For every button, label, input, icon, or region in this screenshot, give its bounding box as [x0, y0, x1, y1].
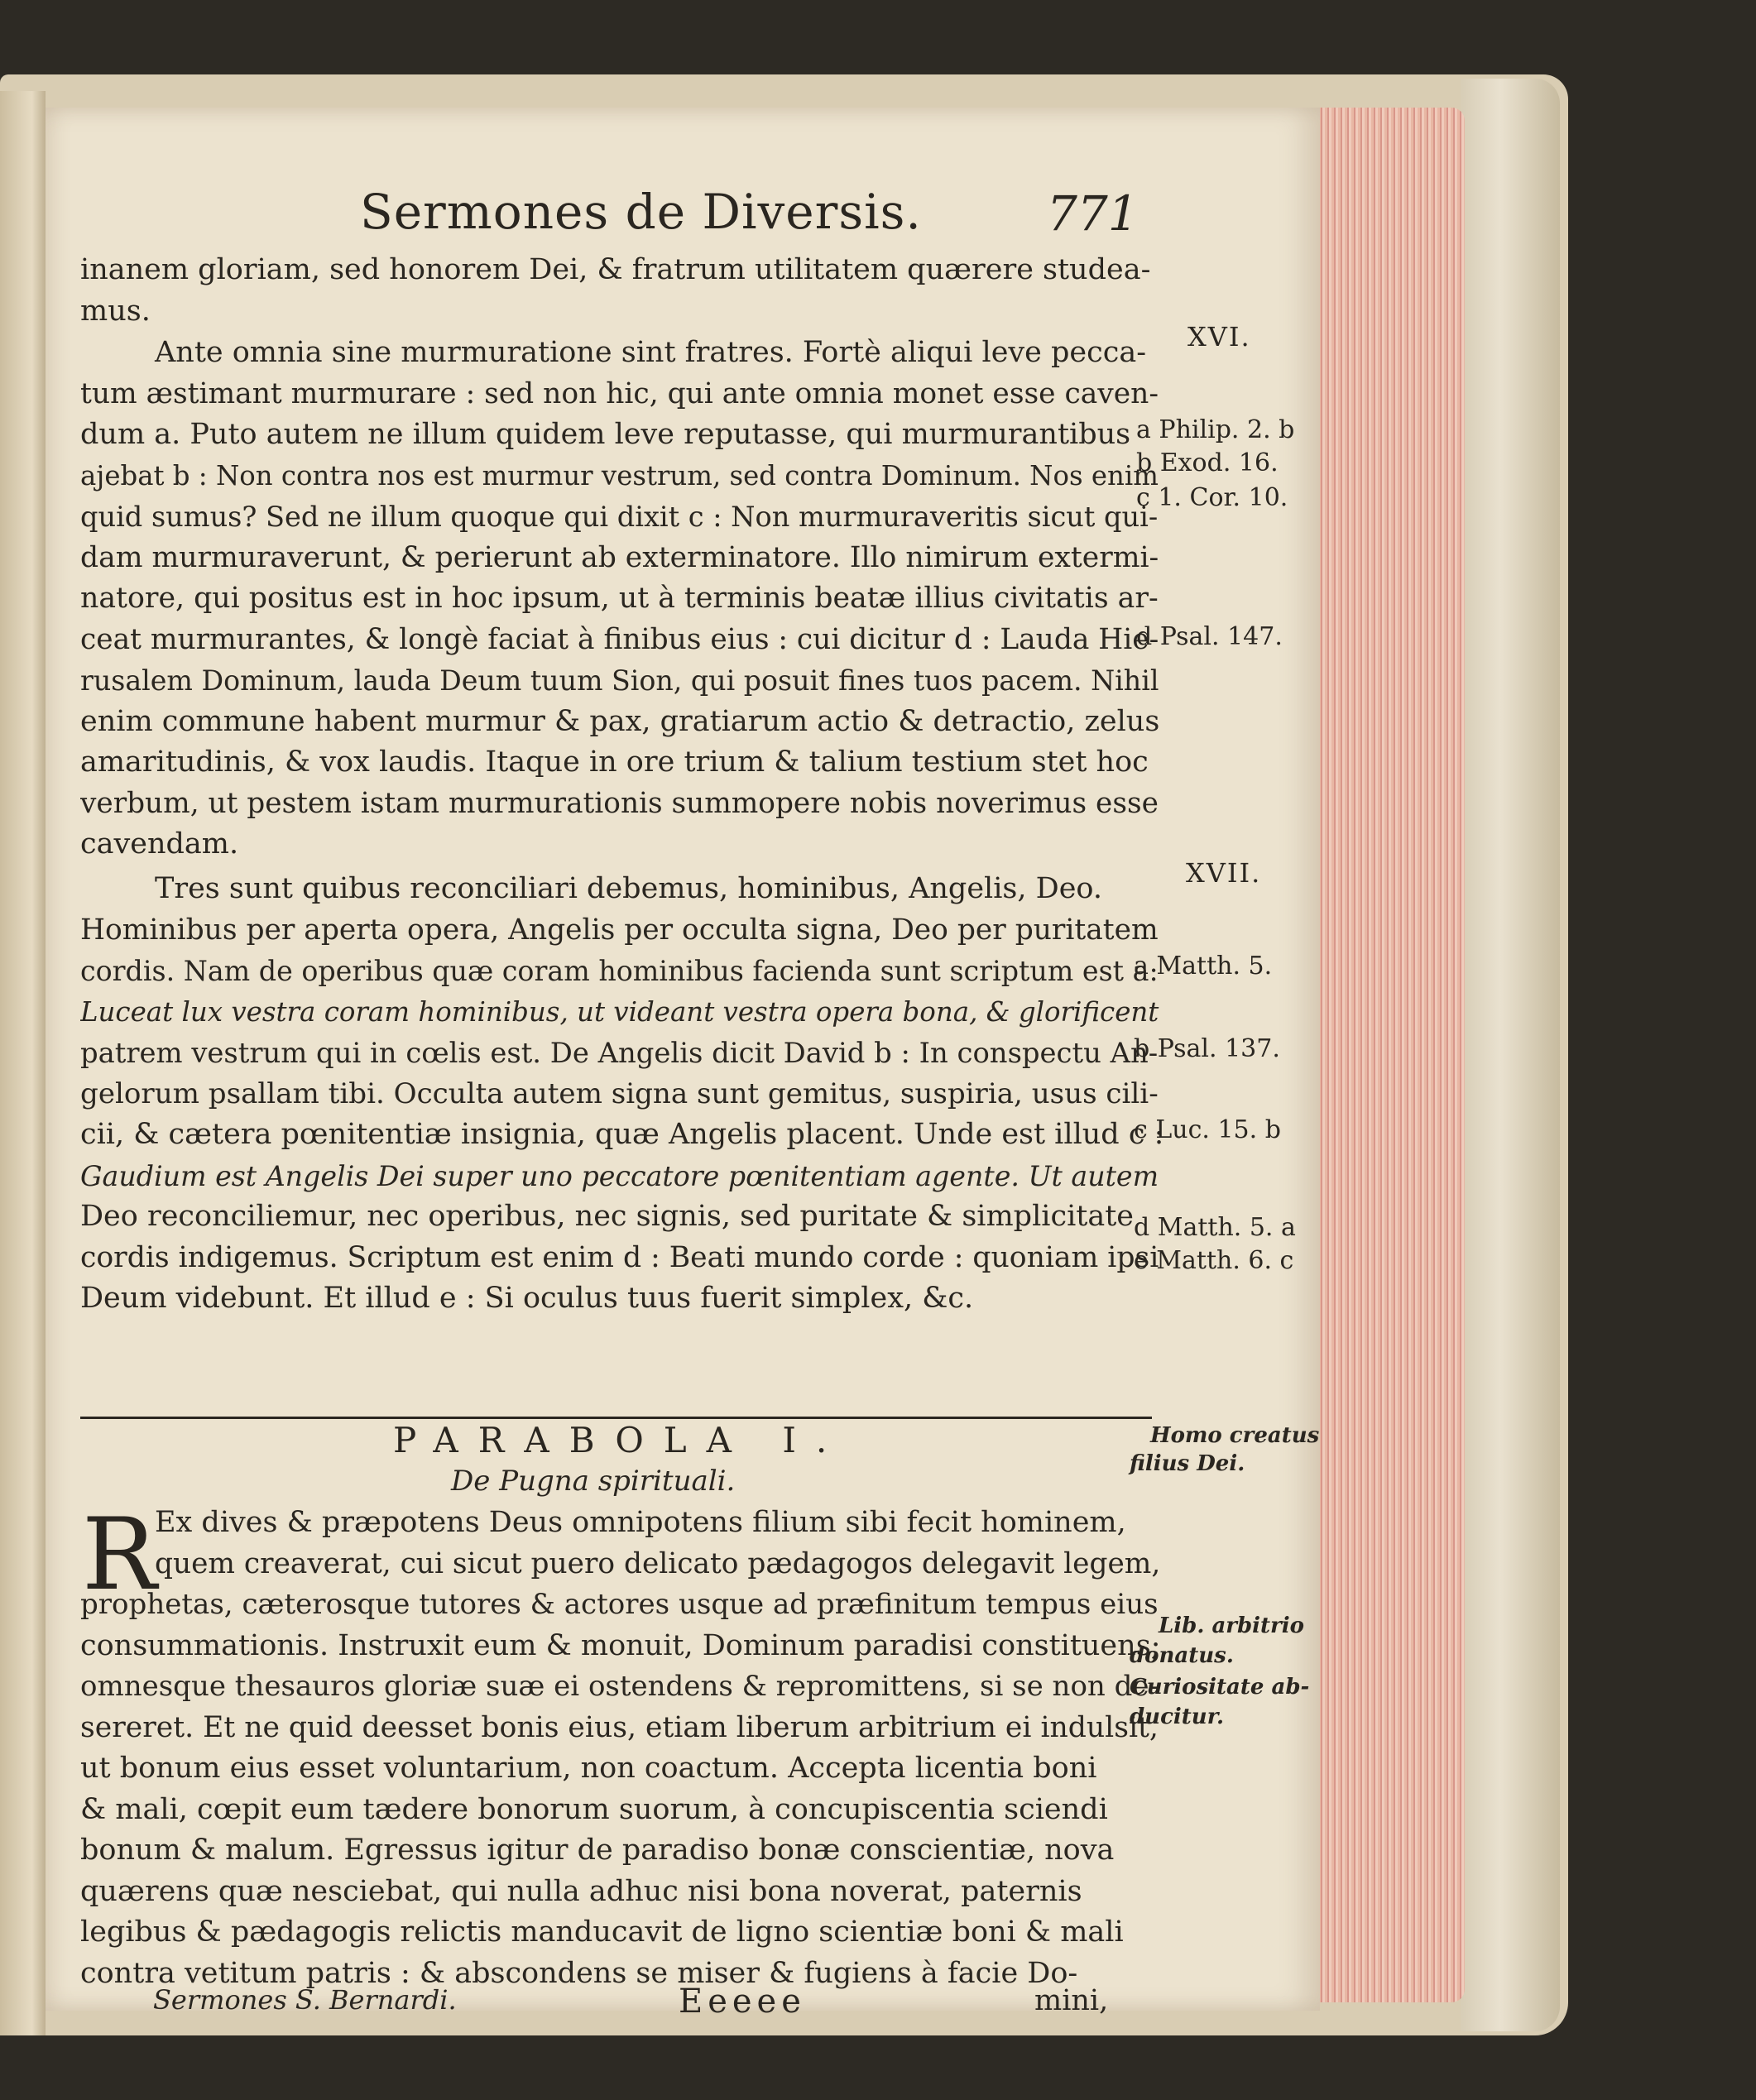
text-line: enim commune habent murmur & pax, gratiarum actio & detractio, zelus: [80, 704, 1160, 738]
section-divider: [80, 1417, 1152, 1419]
margin-gloss: donatus.: [1130, 1643, 1234, 1668]
text-line: cordis. Nam de operibus quæ coram hominibus facienda sunt scriptum est a:: [80, 955, 1159, 987]
printed-page: [46, 108, 1320, 2021]
margin-reference: a Philip. 2. b: [1136, 415, 1295, 444]
text-line: inanem gloriam, sed honorem Dei, & fratrum utilitatem quærere studea-: [80, 253, 1151, 286]
paragraph-continuation: [80, 250, 1164, 332]
text-line: Deum videbunt. Et illud e : Si oculus tuus fuerit simplex, &c.: [80, 1282, 974, 1315]
page-content: [46, 108, 1320, 2021]
drop-cap: R: [82, 1498, 157, 1613]
margin-gloss: ducitur.: [1130, 1704, 1225, 1729]
facing-page-edge: [0, 91, 46, 2035]
parabola-title: PARABOLA I.: [393, 1420, 847, 1460]
text-line: ceat murmurantes, & longè faciat à finibus eius : cui dicitur d : Lauda Hie-: [80, 622, 1159, 656]
text-line: cordis indigemus. Scriptum est enim d : Beati mundo corde : quoniam ipsi: [80, 1240, 1159, 1274]
text-line: amaritudinis, & vox laudis. Itaque in ore trium & talium testium stet hoc: [80, 746, 1149, 779]
margin-gloss: Lib. arbitrio: [1159, 1613, 1304, 1638]
text-line: contra vetitum patris : & abscondens se miser & fugiens à facie Do-: [80, 1956, 1078, 1990]
text-line: prophetas, cæterosque tutores & actores usque ad præfinitum tempus eius: [80, 1588, 1159, 1621]
text-line: dam murmuraverunt, & perierunt ab exterminatore. Illo nimirum extermi-: [80, 540, 1159, 574]
text-line: natore, qui positus est in hoc ipsum, ut à terminis beatæ illius civitatis ar-: [80, 582, 1159, 615]
margin-gloss: Homo creatus: [1150, 1423, 1320, 1448]
text-line: consummationis. Instruxit eum & monuit, Dominum paradisi constituens;: [80, 1628, 1161, 1662]
text-line: tum æstimant murmurare : sed non hic, qui ante omnia monet esse caven-: [80, 376, 1159, 410]
text-line: Ex dives & præpotens Deus omnipotens filium sibi fecit hominem,: [155, 1506, 1126, 1539]
margin-section-number: XVII.: [1186, 857, 1262, 889]
margin-reference: b Psal. 137.: [1134, 1034, 1280, 1063]
text-line: & mali, cœpit eum tædere bonorum suorum, à concupiscentia sciendi: [80, 1792, 1108, 1826]
page-number: 771: [1047, 185, 1139, 242]
text-line: Hominibus per aperta opera, Angelis per occulta signa, Deo per puritatem: [80, 913, 1159, 947]
margin-reference: d Matth. 5. a: [1134, 1213, 1296, 1242]
margin-section-number: XVI.: [1187, 321, 1251, 352]
signature-mark: Eeeee: [679, 1983, 806, 2021]
text-line: dum a. Puto autem ne illum quidem leve reputasse, qui murmurantibus: [80, 418, 1131, 451]
text-line: cavendam.: [80, 827, 239, 861]
text-line: quem creaverat, cui sicut puero delicato pædagogos delegavit legem,: [155, 1546, 1161, 1580]
margin-reference: c 1. Cor. 10.: [1136, 483, 1288, 512]
text-line: verbum, ut pestem istam murmurationis summopere nobis noverimus esse: [80, 786, 1159, 820]
text-line: Tres sunt quibus reconciliari debemus, hominibus, Angelis, Deo.: [155, 872, 1103, 905]
margin-reference: b Exod. 16.: [1136, 448, 1279, 477]
margin-gloss: filius Dei.: [1130, 1451, 1245, 1476]
text-line: Luceat lux vestra coram hominibus, ut videant vestra opera bona, & glorificent: [80, 995, 1159, 1028]
footer-signature: Sermones S. Bernardi.: [153, 1984, 457, 2016]
catchword: mini,: [1034, 1984, 1109, 2017]
text-line: Deo reconciliemur, nec operibus, nec signis, sed puritate & simplicitate: [80, 1200, 1134, 1233]
text-line: quid sumus? Sed ne illum quoque qui dixit c : Non murmuraveritis sicut qui-: [80, 501, 1159, 533]
margin-reference: d Psal. 147.: [1136, 622, 1283, 651]
text-line: rusalem Dominum, lauda Deum tuum Sion, qui posuit fines tuos pacem. Nihil: [80, 664, 1159, 697]
text-line: Ante omnia sine murmuratione sint fratres. Fortè aliqui leve pecca-: [155, 336, 1147, 369]
text-line: sereret. Et ne quid deesset bonis eius, etiam liberum arbitrium ei indulsit,: [80, 1710, 1159, 1744]
text-line: Gaudium est Angelis Dei super uno peccatore pœnitentiam agente. Ut autem: [80, 1159, 1159, 1192]
margin-reference: e Matth. 6. c: [1134, 1246, 1294, 1275]
text-line: legibus & pædagogis relictis manducavit de ligno scientiæ boni & mali: [80, 1915, 1124, 1949]
text-line: ajebat b : Non contra nos est murmur vestrum, sed contra Dominum. Nos enim: [80, 459, 1159, 491]
text-line: cii, & cætera pœnitentiæ insignia, quæ Angelis placent. Unde est illud c :: [80, 1118, 1164, 1151]
paragraph-xvi: [80, 333, 1164, 865]
book-binding: [1461, 79, 1560, 2031]
text-line: ut bonum eius esset voluntarium, non coactum. Accepta licentia boni: [80, 1752, 1097, 1785]
text-line: patrem vestrum qui in cœlis est. De Angelis dicit David b : In conspectu An-: [80, 1037, 1159, 1069]
text-line: quærens quæ nesciebat, qui nulla adhuc nisi bona noverat, paternis: [80, 1874, 1082, 1908]
text-line: mus.: [80, 294, 151, 328]
text-line: bonum & malum. Egressus igitur de paradiso bonæ conscientiæ, nova: [80, 1834, 1115, 1867]
running-head-title: Sermones de Diversis.: [360, 184, 922, 240]
parabola-subtitle: De Pugna spirituali.: [451, 1465, 736, 1498]
margin-reference: a Matth. 5.: [1134, 952, 1273, 980]
page-block-edges: [1312, 108, 1465, 2002]
text-line: gelorum psallam tibi. Occulta autem signa sunt gemitus, suspiria, usus cili-: [80, 1076, 1159, 1110]
text-line: omnesque thesauros gloriæ suæ ei ostendens & repromittens, si se non de-: [80, 1670, 1159, 1703]
margin-gloss: Curiositate ab-: [1130, 1675, 1310, 1700]
paragraph-xvii: [80, 869, 1164, 1320]
margin-reference: c Luc. 15. b: [1134, 1115, 1281, 1144]
parabola-text: [80, 1498, 1164, 1994]
